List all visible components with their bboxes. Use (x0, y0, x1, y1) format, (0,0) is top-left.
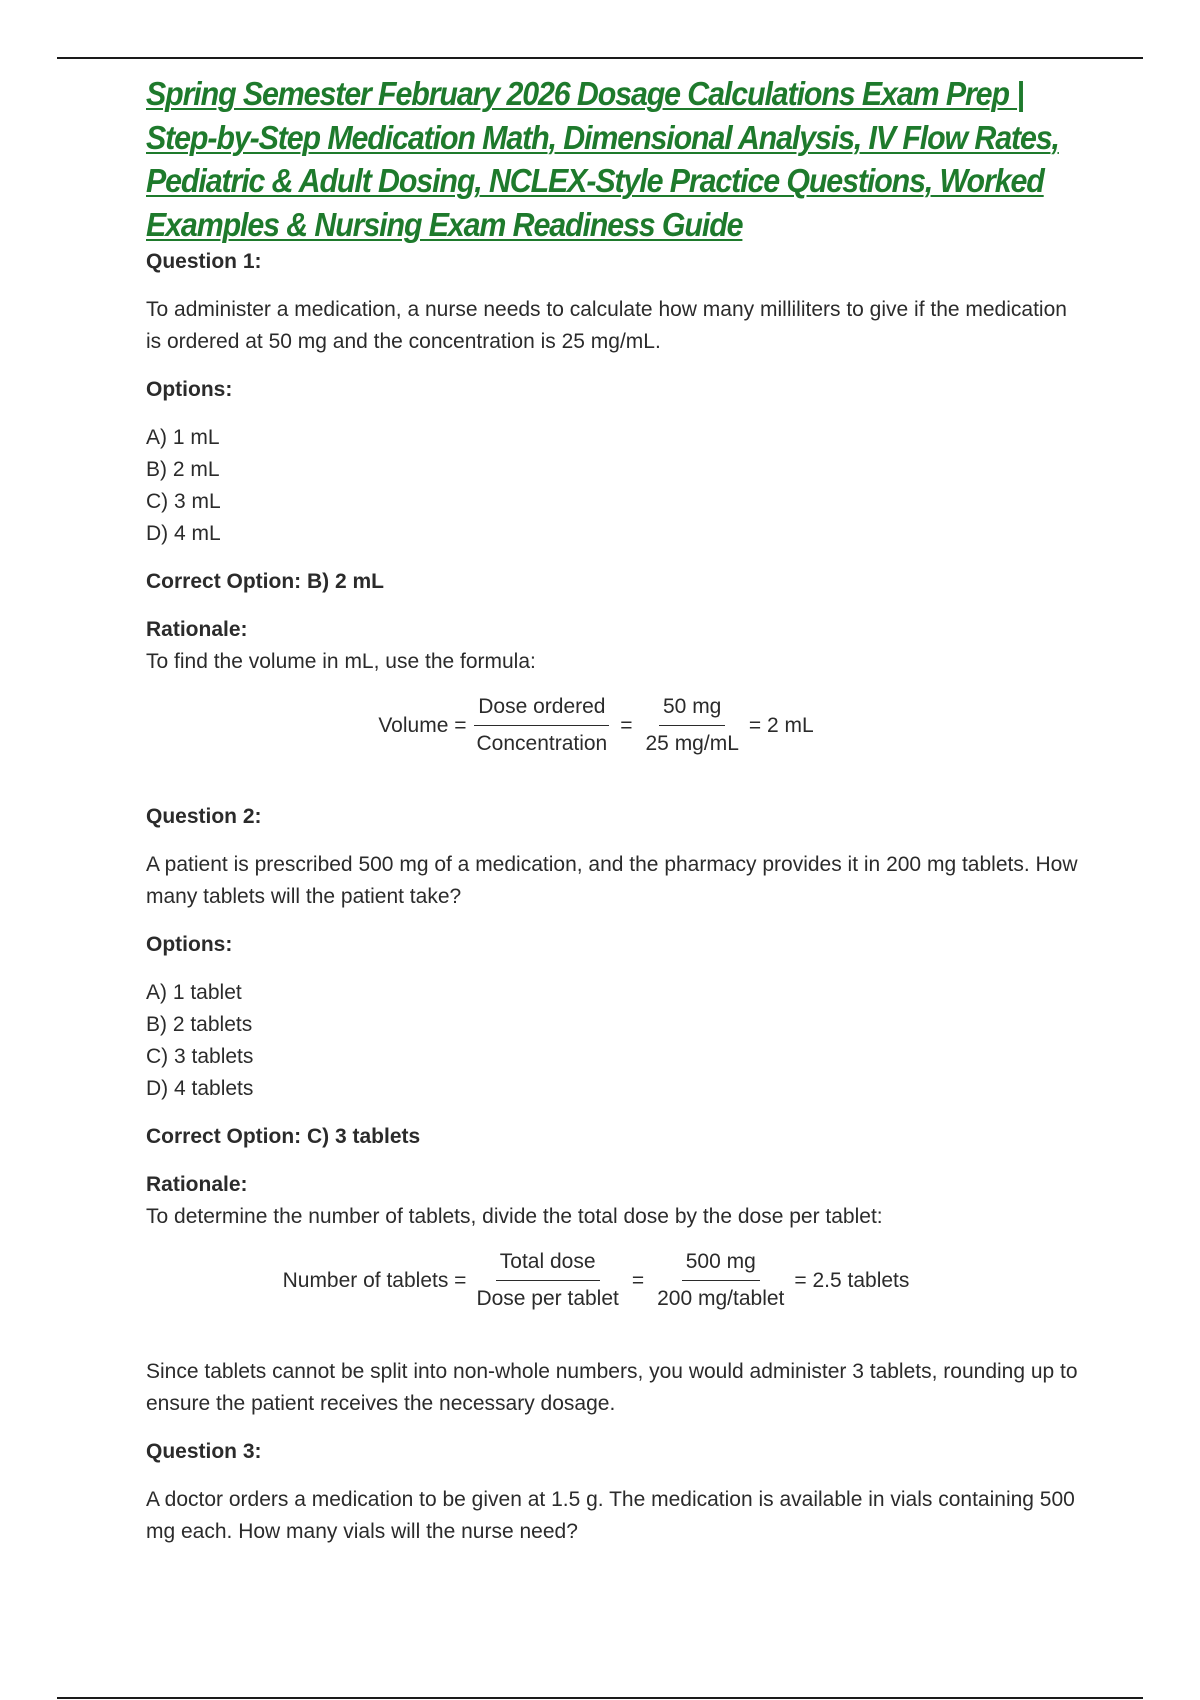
question-2-rationale-heading: Rationale: (146, 1173, 248, 1196)
fraction-denominator: 200 mg/tablet (657, 1287, 785, 1310)
formula-equals: = (620, 713, 633, 737)
option-a: A) 1 mL (146, 426, 220, 449)
fraction-denominator: Dose per tablet (476, 1287, 619, 1310)
formula-fraction-1 (472, 694, 611, 757)
option-b: B) 2 tablets (146, 1013, 253, 1036)
document-page (146, 72, 1086, 1548)
question-2-note: Since tablets cannot be split into non-whole numbers, you would administer 3 tablets, rounding up to ensure the patient receives the necessary dosage. (146, 1360, 1078, 1415)
question-1-heading: Question 1: (146, 250, 262, 273)
bottom-rule (57, 1697, 1143, 1699)
question-2-heading: Question 2: (146, 805, 262, 828)
question-2-text: A patient is prescribed 500 mg of a medication, and the pharmacy provides it in 200 mg tablets. How many tablets will the patient take? (146, 853, 1078, 908)
question-2 (146, 801, 1086, 1420)
formula-fraction-2 (653, 1249, 788, 1312)
question-2-rationale-text: To determine the number of tablets, divide the total dose by the dose per tablet: (146, 1205, 883, 1228)
formula-lhs: Volume = (378, 713, 467, 737)
formula-fraction-2 (642, 694, 743, 757)
option-c: C) 3 tablets (146, 1045, 254, 1068)
question-1-rationale-text: To find the volume in mL, use the formula: (146, 650, 536, 673)
question-1-formula (106, 694, 1086, 757)
option-d: D) 4 tablets (146, 1077, 254, 1100)
formula-result: = 2.5 tablets (794, 1268, 910, 1292)
fraction-numerator: 50 mg (659, 694, 725, 726)
fraction-denominator: Concentration (476, 732, 608, 755)
formula-result: = 2 mL (748, 713, 814, 737)
document-title: Spring Semester February 2026 Dosage Calculations Exam Prep | Step-by-Step Medication Math, Dimensional Analysis, IV Flow Rates, Pediatric & Adult Dosing, NCLEX-Style Practice Questions, Worked Examples & Nursing Exam Readiness Guide (146, 75, 1059, 243)
option-c: C) 3 mL (146, 490, 221, 513)
top-rule (57, 57, 1143, 59)
question-1-rationale-heading: Rationale: (146, 618, 248, 641)
formula-equals: = (631, 1268, 645, 1292)
question-1-correct-option: Correct Option: B) 2 mL (146, 570, 385, 593)
question-1-options-heading: Options: (146, 378, 233, 401)
question-2-options-heading: Options: (146, 933, 233, 956)
question-3 (146, 1436, 1086, 1548)
question-1-options (146, 422, 1086, 550)
fraction-numerator: Dose ordered (474, 694, 609, 726)
formula-lhs: Number of tablets = (282, 1268, 467, 1292)
formula-fraction-1 (472, 1249, 622, 1312)
fraction-denominator: 25 mg/mL (645, 732, 739, 755)
question-1 (146, 246, 1086, 757)
fraction-numerator: 500 mg (682, 1249, 760, 1281)
question-2-formula (106, 1249, 1086, 1312)
question-3-heading: Question 3: (146, 1440, 262, 1463)
fraction-numerator: Total dose (496, 1249, 600, 1281)
question-2-correct-option: Correct Option: C) 3 tablets (146, 1125, 421, 1148)
question-1-text: To administer a medication, a nurse needs to calculate how many milliliters to give if the medication is ordered at 50 mg and the concentration is 25 mg/mL. (146, 298, 1067, 353)
option-b: B) 2 mL (146, 458, 220, 481)
option-d: D) 4 mL (146, 522, 221, 545)
question-2-options (146, 977, 1086, 1105)
question-3-text: A doctor orders a medication to be given at 1.5 g. The medication is available in vials containing 500 mg each. How many vials will the nurse need? (146, 1488, 1075, 1543)
option-a: A) 1 tablet (146, 981, 242, 1004)
